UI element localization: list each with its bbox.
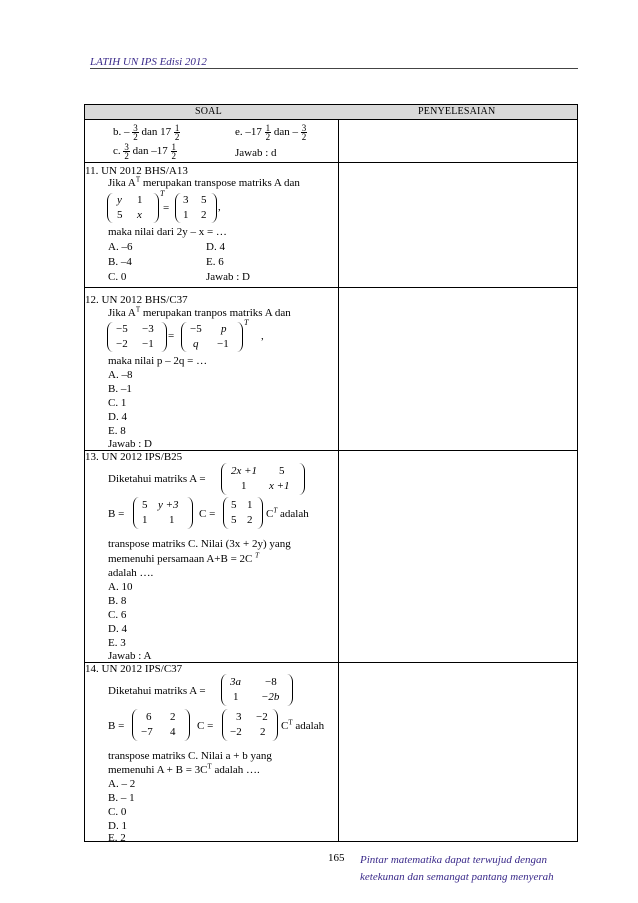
q13-opt-e: E. 3: [108, 637, 126, 649]
page-number: 165: [328, 852, 345, 864]
header-title: LATIH UN IPS Edisi 2012: [90, 56, 207, 68]
q12-stem: Jika $A^T$ merupakan tranpos matriks A dan: [108, 305, 291, 319]
q14-opt-a: A. – 2: [108, 778, 136, 790]
q11-stem: Jika $A^T$ merupakan transpose matriks A dan: [108, 175, 300, 189]
q13-opt-b: B. 8: [108, 595, 127, 607]
q14-matrix-b: 6 2 −7 4: [132, 709, 190, 741]
q12-opt-c: C. 1: [108, 397, 127, 409]
q14-known: Diketahui matriks A =: [108, 685, 206, 697]
q13-opt-a: A. 10: [108, 581, 133, 593]
q12-opt-d: D. 4: [108, 411, 127, 423]
carry-row: [85, 120, 577, 163]
q11-matrix-right: 3 5 1 2: [175, 193, 217, 223]
col-penyelesaian: PENYELESAIAN: [418, 106, 496, 117]
q14-c-label: C =: [197, 720, 214, 732]
q12-T: T: [244, 318, 249, 327]
q13-c-label: C =: [199, 508, 216, 520]
q11-matrix-left: y 1 5 x: [107, 193, 159, 223]
header-rule: [90, 68, 578, 69]
q14-line1: transpose matriks C. Nilai a + b yang: [108, 750, 272, 762]
question-13: [85, 451, 577, 663]
q13-ct: $C^T$ adalah: [266, 506, 309, 520]
question-11: [85, 163, 577, 288]
q12-matrix-left: −5 −3 −2 −1: [107, 322, 167, 352]
col-soal: SOAL: [195, 106, 222, 117]
question-14: [85, 663, 577, 844]
q13-line2: memenuhi persamaan A+B = 2C $^T$: [108, 551, 260, 565]
q13-matrix-c: 5 1 5 2: [223, 497, 263, 529]
q11-ask: maka nilai dari 2y – x = …: [108, 226, 227, 238]
q14-opt-e: E. 2: [108, 832, 126, 844]
q13-answer: Jawab : A: [108, 650, 152, 662]
question-12: [85, 288, 577, 451]
q14-line2: memenuhi $A + B = 3C^T$ adalah ….: [108, 762, 260, 776]
footer-quote-line2: ketekunan dan semangat pantang menyerah: [360, 871, 554, 883]
q13-matrix-a: 2x +1 5 1 x +1: [221, 463, 305, 495]
option-c: c. $\frac{3}{2}$ dan –17 $\frac{1}{2}$: [113, 142, 177, 161]
q12-opt-b: B. –1: [108, 383, 132, 395]
q12-opt-a: A. –8: [108, 369, 133, 381]
q13-matrix-b: 5 y +3 1 1: [133, 497, 193, 529]
q13-opt-c: C. 6: [108, 609, 127, 621]
question-table: [84, 104, 578, 842]
table-header: [85, 105, 577, 120]
footer-quote-line1: Pintar matematika dapat terwujud dengan: [360, 854, 547, 866]
q11-opt-e: E. 6: [206, 256, 224, 268]
q12-title: 12. UN 2012 BHS/C37: [85, 294, 188, 306]
q13-known: Diketahui matriks A =: [108, 473, 206, 485]
q11-T: T: [160, 189, 165, 198]
q12-matrix-right: −5 p q −1: [181, 322, 243, 352]
footer-quote: [360, 852, 554, 886]
q11-eq: =: [163, 202, 170, 214]
q11-opt-c: C. 0: [108, 271, 127, 283]
q11-title: 11. UN 2012 BHS/A13: [85, 165, 188, 177]
q14-matrix-c: 3 −2 −2 2: [222, 709, 278, 741]
q11-opt-a: A. –6: [108, 241, 133, 253]
option-b: b. – $\frac{3}{2}$ dan 17 $\frac{1}{2}$: [113, 123, 180, 142]
q14-opt-d: D. 1: [108, 820, 127, 832]
q14-opt-b: B. – 1: [108, 792, 135, 804]
q13-opt-d: D. 4: [108, 623, 127, 635]
q13-line3: adalah ….: [108, 567, 154, 579]
q13-title: 13. UN 2012 IPS/B25: [85, 451, 183, 463]
q12-comma: ,: [261, 330, 264, 342]
q13-line1: transpose matriks C. Nilai (3x + 2y) yang: [108, 538, 291, 550]
q12-opt-e: E. 8: [108, 425, 126, 437]
q12-ask: maka nilai p – 2q = …: [108, 355, 208, 367]
q11-opt-d: D. 4: [206, 241, 225, 253]
q11-comma: ,: [218, 201, 221, 213]
q12-answer: Jawab : D: [108, 438, 152, 450]
carry-answer: Jawab : d: [235, 147, 277, 159]
q11-opt-b: B. –4: [108, 256, 132, 268]
q12-eq: =: [168, 330, 175, 342]
q14-ct: $C^T$ adalah: [281, 718, 325, 732]
q14-b-label: B =: [108, 720, 125, 732]
q13-b-label: B =: [108, 508, 125, 520]
option-e: e. –17 $\frac{1}{2}$ dan – $\frac{3}{2}$: [235, 123, 307, 142]
q11-answer: Jawab : D: [206, 271, 250, 283]
q14-title: 14. UN 2012 IPS/C37: [85, 663, 183, 675]
q14-opt-c: C. 0: [108, 806, 127, 818]
q14-matrix-a: 3a −8 1 −2b: [221, 674, 293, 706]
